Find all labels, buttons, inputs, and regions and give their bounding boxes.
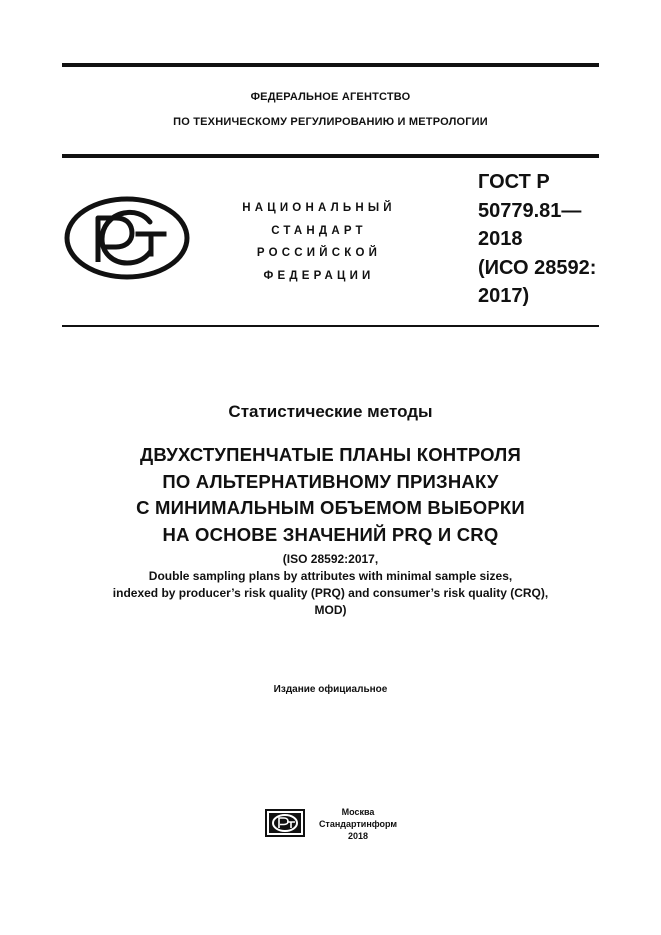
standard-type-line: СТАНДАРТ — [271, 224, 367, 237]
title-line: НА ОСНОВЕ ЗНАЧЕНИЙ PRQ И CRQ — [162, 523, 499, 545]
publication-year: 2018 — [347, 831, 369, 841]
title-line: С МИНИМАЛЬНЫМ ОБЪЕМОМ ВЫБОРКИ — [136, 497, 525, 518]
header-divider — [62, 154, 599, 158]
publisher-name: Стандартинформ — [318, 819, 398, 829]
edition-label: Издание официальное — [273, 684, 388, 695]
document-title — [40, 442, 621, 548]
designation-line: 50779.81— — [478, 199, 582, 222]
standard-type-line: ФЕДЕРАЦИИ — [263, 269, 375, 282]
iso-reference — [40, 551, 621, 619]
agency-name-line-2: ПО ТЕХНИЧЕСКОМУ РЕГУЛИРОВАНИЮ И МЕТРОЛОГИИ — [173, 116, 488, 128]
top-rule — [62, 63, 599, 67]
header-bottom-rule — [62, 325, 599, 327]
iso-reference-line: MOD) — [314, 603, 347, 617]
standard-type-block — [224, 197, 414, 287]
publisher-city: Москва — [341, 807, 375, 817]
designation-line: 2018 — [478, 228, 523, 250]
iso-reference-line: indexed by producer’s risk quality (PRQ) and consumer’s risk quality (CRQ), — [112, 586, 549, 600]
agency-name-line-1: ФЕДЕРАЛЬНОЕ АГЕНТСТВО — [250, 91, 411, 103]
standartinform-logo-icon — [265, 809, 305, 837]
standard-type-line: НАЦИОНАЛЬНЫЙ — [242, 202, 396, 214]
designation-line: (ИСО 28592: — [478, 256, 597, 279]
designation-line: ГОСТ Р — [478, 171, 550, 193]
iso-reference-line: Double sampling plans by attributes with minimal sample sizes, — [148, 569, 513, 583]
publisher-imprint — [308, 806, 408, 842]
subject-heading: Статистические методы — [228, 402, 433, 421]
title-line: ДВУХСТУПЕНЧАТЫЕ ПЛАНЫ КОНТРОЛЯ — [140, 444, 521, 465]
standard-designation — [478, 168, 598, 311]
title-line: ПО АЛЬТЕРНАТИВНОМУ ПРИЗНАКУ — [162, 470, 499, 492]
standard-type-line: РОССИЙСКОЙ — [256, 247, 382, 259]
rst-mark-icon — [64, 196, 190, 280]
iso-reference-line: (ISO 28592:2017, — [282, 552, 379, 566]
designation-line: 2017) — [478, 285, 530, 307]
